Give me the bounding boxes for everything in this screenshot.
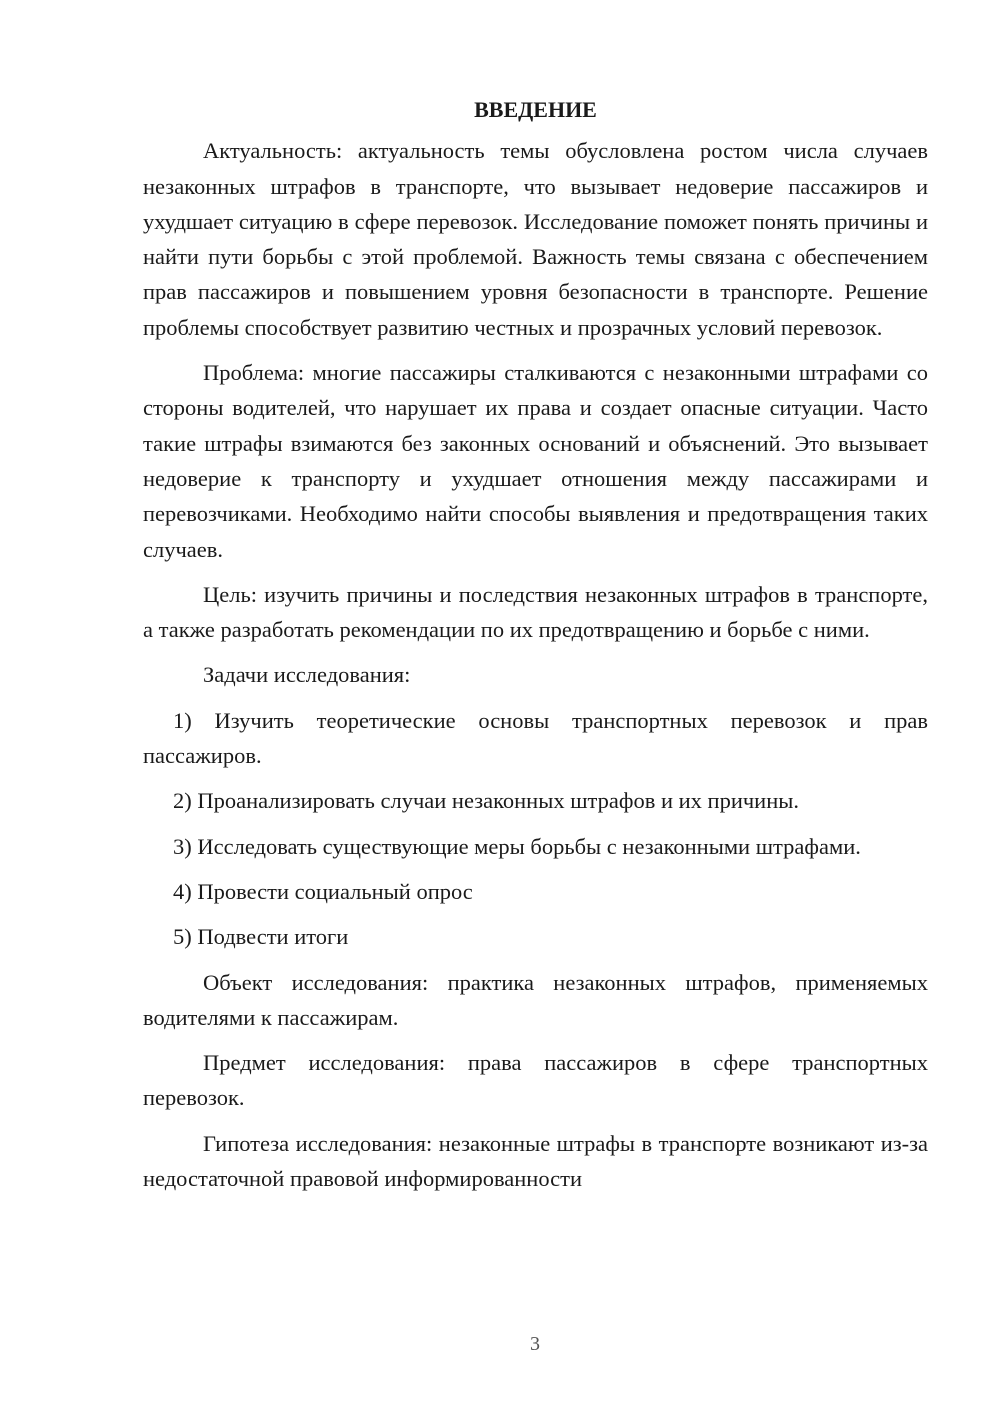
task-item-3: 3) Исследовать существующие меры борьбы с незаконными штрафами. bbox=[173, 833, 861, 859]
paragraph-hypothesis: Гипотеза исследования: незаконные штрафы в транспорте возникают из-за недостаточной правовой информированности bbox=[143, 1130, 928, 1192]
page-title: ВВЕДЕНИЕ bbox=[474, 97, 597, 122]
paragraph-goal: Цель: изучить причины и последствия незаконных штрафов в транспорте, а также разработать рекомендации по их предотвращению и борьбе с ними. bbox=[143, 581, 928, 643]
paragraph-problem: Проблема: многие пассажиры сталкиваются с незаконными штрафами со стороны водителей, что нарушает их права и создает опасные ситуации. Часто такие штрафы взимаются без законных оснований и объяснений. Это вызывает недоверие к транспорту и ухудшает отношения между пассажирами и перевозчиками. Необходимо найти способы выявления и предотвращения таких случаев. bbox=[143, 360, 928, 562]
task-item-2: 2) Проанализировать случаи незаконных штрафов и их причины. bbox=[173, 788, 800, 814]
task-item-1: 1) Изучить теоретические основы транспортных перевозок и прав пассажиров. bbox=[143, 707, 928, 769]
tasks-heading: Задачи исследования: bbox=[203, 662, 411, 688]
paragraph-subject: Предмет исследования: права пассажиров в сфере транспортных перевозок. bbox=[143, 1050, 928, 1111]
task-item-4: 4) Провести социальный опрос bbox=[173, 878, 473, 904]
page-number: 3 bbox=[530, 1333, 540, 1355]
page-content bbox=[143, 92, 928, 1206]
task-item-5: 5) Подвести итоги bbox=[173, 924, 349, 950]
paragraph-object: Объект исследования: практика незаконных штрафов, применяемых водителями к пассажирам. bbox=[143, 969, 928, 1030]
paragraph-relevance: Актуальность: актуальность темы обусловлена ростом числа случаев незаконных штрафов в транспорте, что вызывает недоверие пассажиров и ухудшает ситуацию в сфере перевозок. Исследование поможет понять причины и найти пути борьбы с этой проблемой. Важность темы связана с обеспечением прав пассажиров и повышением уровня безопасности в транспорте. Решение проблемы способствует развитию честных и прозрачных условий перевозок. bbox=[143, 138, 928, 340]
